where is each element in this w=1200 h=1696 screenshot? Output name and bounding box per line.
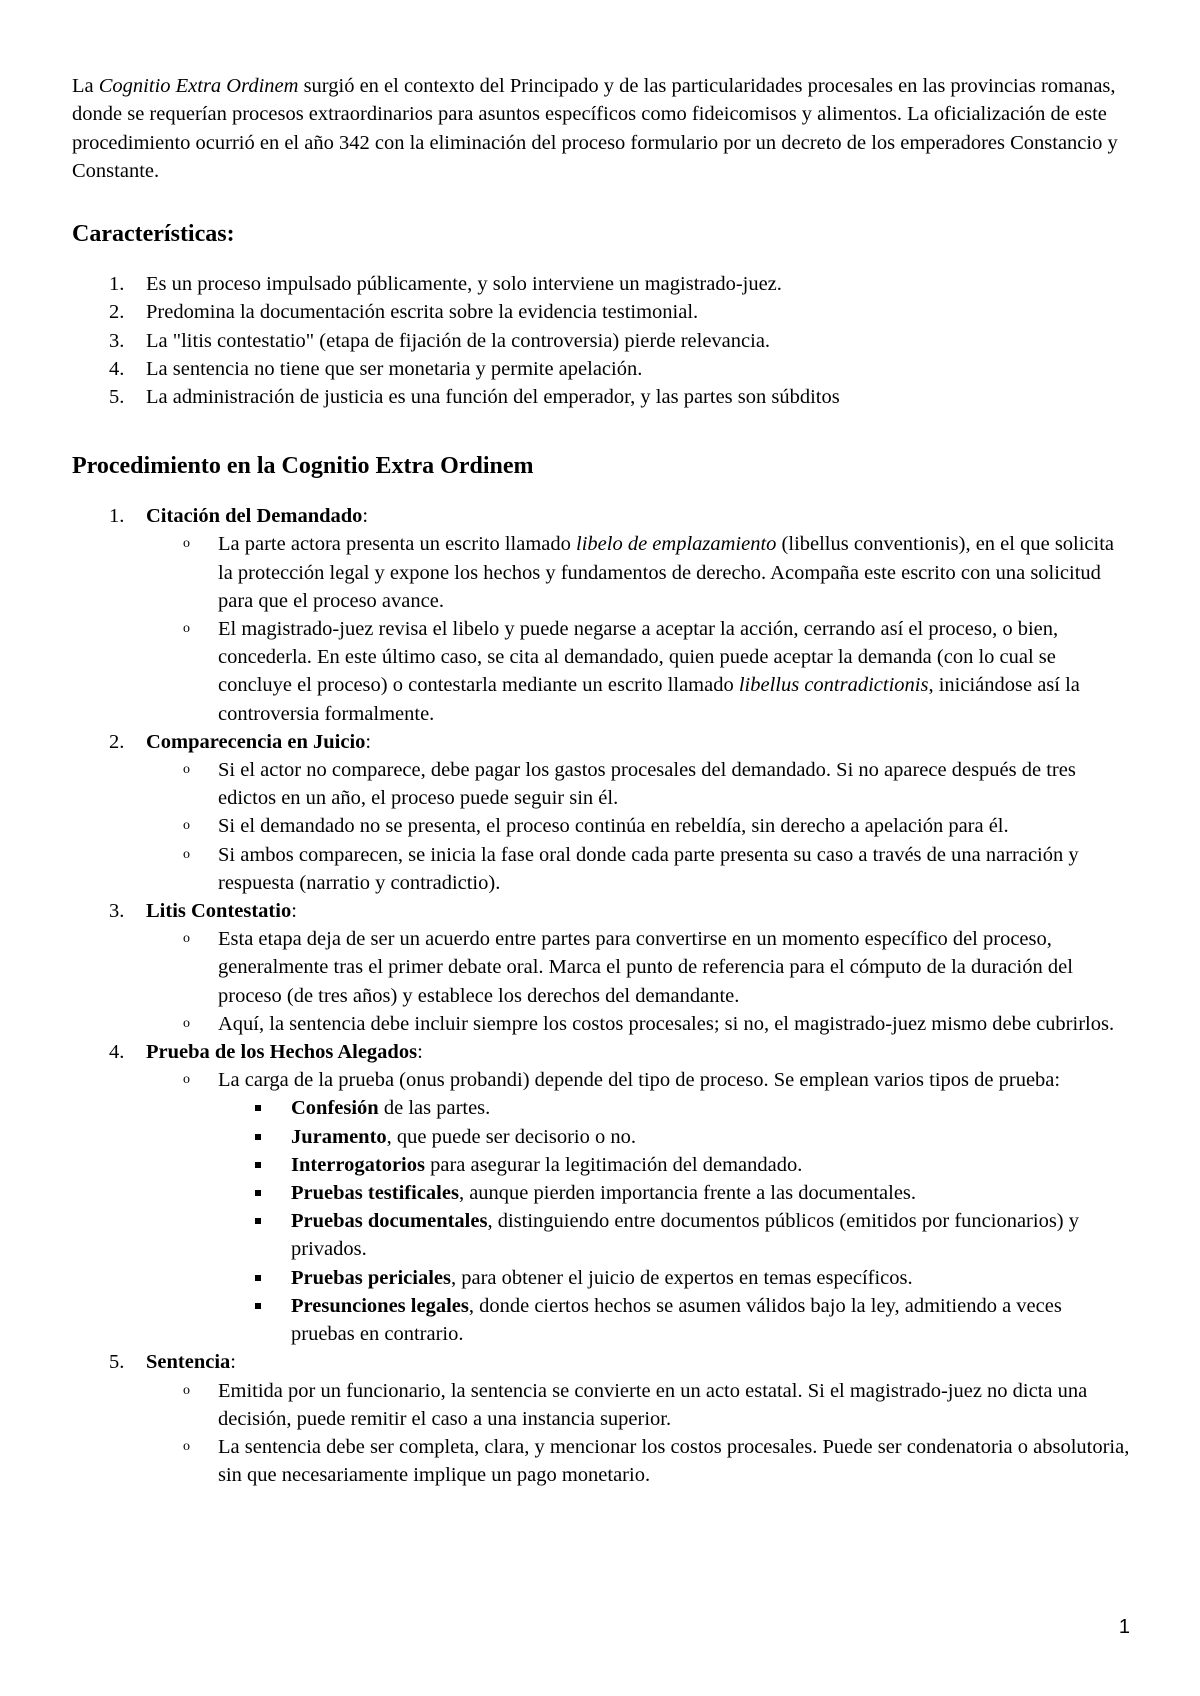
bullet-icon: o: [183, 1072, 190, 1088]
square-bullet-icon: [255, 1134, 261, 1140]
bullet-item: o La parte actora presenta un escrito llamado libelo de emplazamiento (libellus conventionis), en el que solicita la protección legal y expone los hechos y fundamentos de derecho. Acompaña este escrito con una solicitud para que el proceso avance.: [145, 530, 1130, 615]
subbullet-item: Pruebas periciales, para obtener el juicio de expertos en temas específicos.: [218, 1264, 1130, 1292]
square-bullet-icon: [255, 1275, 261, 1281]
heading-procedimiento: Procedimiento en la Cognitio Extra Ordinem: [72, 453, 534, 480]
bullet-item: o Si el demandado no se presenta, el proceso continúa en rebeldía, sin derecho a apelación para él.: [145, 812, 1130, 840]
list-item: 1. Es un proceso impulsado públicamente, y solo interviene un magistrado-juez.: [109, 273, 782, 296]
bullet-list: [146, 530, 1130, 727]
list-item: 5. La administración de justicia es una función del emperador, y las partes son súbditos: [109, 386, 840, 408]
bullet-icon: o: [183, 846, 190, 862]
bullet-icon: o: [183, 1015, 190, 1031]
subbullet-item: Confesión de las partes.: [218, 1094, 1130, 1122]
bullet-list: [146, 756, 1130, 897]
heading-caracteristicas: Características:: [72, 221, 235, 248]
procedimiento-list: [72, 502, 1130, 1489]
intro-paragraph: [72, 72, 1130, 185]
caracteristicas-list: [72, 270, 1130, 411]
bullet-icon: o: [183, 1382, 190, 1398]
subbullet-item: Pruebas documentales, distinguiendo entre documentos públicos (emitidos por funcionarios) y privados.: [218, 1207, 1130, 1263]
subbullet-item: Presunciones legales, donde ciertos hechos se asumen válidos bajo la ley, admitiendo a veces pruebas en contrario.: [218, 1292, 1130, 1348]
document-page: [72, 72, 1130, 1489]
list-item: 2. Predomina la documentación escrita sobre la evidencia testimonial.: [109, 301, 699, 324]
section-title: Prueba de los Hechos Alegados: [146, 1041, 418, 1064]
section-title: Litis Contestatio: [146, 900, 292, 923]
bullet-list: [146, 1066, 1130, 1348]
list-item: 3. La "litis contestatio" (etapa de fijación de la controversia) pierde relevancia.: [109, 329, 771, 352]
square-bullet-icon: [255, 1190, 261, 1196]
bullet-list: [146, 1377, 1130, 1490]
section-title: Sentencia: [146, 1351, 231, 1374]
subbullet-item: Interrogatorios para asegurar la legitimación del demandado.: [218, 1151, 1130, 1179]
square-bullet-icon: [255, 1105, 261, 1111]
list-item: 4. La sentencia no tiene que ser monetaria y permite apelación.: [109, 357, 643, 380]
square-bullet-icon: [255, 1303, 261, 1309]
section-prueba: 4. Prueba de los Hechos Alegados: o La carga de la prueba (onus probandi) depende del tipo de proceso. Se emplean varios tipos de prueba: Confesión de las partes. Juramento, que puede ser decisorio o no. Interrogatorios para asegurar la legitimación del demandado. Pruebas testificales, aunque pierden importancia frente a las documentales. Pruebas documentales, distinguiendo entre documentos públicos (emitidos por funcionarios) y privados. Pruebas periciales, para obtener el juicio de expertos en temas específicos. Presunciones legales, donde ciertos hechos se asumen válidos bajo la ley, admitiendo a veces pruebas en contrario.: [72, 1038, 1130, 1348]
section-title: Comparecencia en Juicio: [146, 730, 366, 753]
bullet-icon: o: [183, 536, 190, 552]
intro-term-italic: Cognitio Extra Ordinem: [98, 75, 299, 97]
intro-text-1: La: [72, 75, 99, 97]
bullet-item: o Emitida por un funcionario, la sentencia se convierte en un acto estatal. Si el magistrado-juez no dicta una decisión, puede remitir el caso a una instancia superior.: [145, 1377, 1130, 1433]
section-litis-contestatio: 3. Litis Contestatio: o Esta etapa deja de ser un acuerdo entre partes para convertirse en un momento específico del proceso, generalmente tras el primer debate oral. Marca el punto de referencia para el cómputo de la duración del proceso (de tres años) y establece los derechos del demandante. o Aquí, la sentencia debe incluir siempre los costos procesales; si no, el magistrado-juez mismo debe cubrirlos.: [72, 897, 1130, 1038]
page-number: 1: [1118, 1616, 1130, 1638]
bullet-icon: o: [183, 818, 190, 834]
bullet-item: o La sentencia debe ser completa, clara, y mencionar los costos procesales. Puede ser condenatoria o absolutoria, sin que necesariamente implique un pago monetario.: [145, 1433, 1130, 1489]
bullet-icon: o: [183, 931, 190, 947]
bullet-item: o El magistrado-juez revisa el libelo y puede negarse a aceptar la acción, cerrando así el proceso, o bien, concederla. En este último caso, se cita al demandado, quien puede aceptar la demanda (con lo cual se concluye el proceso) o contestarla mediante un escrito llamado libellus contradictionis, iniciándose así la controversia formalmente.: [145, 615, 1130, 728]
bullet-icon: o: [183, 1438, 190, 1454]
bullet-item: o Si el actor no comparece, debe pagar los gastos procesales del demandado. Si no aparece después de tres edictos en un año, el proceso puede seguir sin él.: [145, 756, 1130, 812]
square-bullet-icon: [255, 1162, 261, 1168]
subbullet-item: Pruebas testificales, aunque pierden importancia frente a las documentales.: [218, 1179, 1130, 1207]
subbullet-list: [218, 1094, 1130, 1348]
bullet-item: o Aquí, la sentencia debe incluir siempre los costos procesales; si no, el magistrado-juez mismo debe cubrirlos.: [145, 1010, 1130, 1038]
intro-text-2: surgió en el contexto del Principado y de las particularidades procesales en las provincias romanas, donde se requerían procesos extraordinarios para asuntos específicos como fideicomisos y alimentos. La oficialización de este procedimiento ocurrió en el año 342 con la eliminación del proceso formulario por un decreto de los emperadores Constancio y Constante.: [72, 75, 1118, 182]
bullet-list: [146, 925, 1130, 1038]
section-citacion: 1. Citación del Demandado: o La parte actora presenta un escrito llamado libelo de emplazamiento (libellus conventionis), en el que solicita la protección legal y expone los hechos y fundamentos de derecho. Acompaña este escrito con una solicitud para que el proceso avance. o El magistrado-juez revisa el libelo y puede negarse a aceptar la acción, cerrando así el proceso, o bien, concederla. En este último caso, se cita al demandado, quien puede aceptar la demanda (con lo cual se concluye el proceso) o contestarla mediante un escrito llamado libellus contradictionis, iniciándose así la controversia formalmente.: [72, 502, 1130, 728]
bullet-item: o Si ambos comparecen, se inicia la fase oral donde cada parte presenta su caso a través de una narración y respuesta (narratio y contradictio).: [145, 841, 1130, 897]
section-title: Citación del Demandado: [146, 505, 363, 528]
bullet-item: o La carga de la prueba (onus probandi) depende del tipo de proceso. Se emplean varios tipos de prueba: Confesión de las partes. Juramento, que puede ser decisorio o no. Interrogatorios para asegurar la legitimación del demandado. Pruebas testificales, aunque pierden importancia frente a las documentales. Pruebas documentales, distinguiendo entre documentos públicos (emitidos por funcionarios) y privados. Pruebas periciales, para obtener el juicio de expertos en temas específicos. Presunciones legales, donde ciertos hechos se asumen válidos bajo la ley, admitiendo a veces pruebas en contrario.: [145, 1066, 1130, 1348]
bullet-item: o Esta etapa deja de ser un acuerdo entre partes para convertirse en un momento específico del proceso, generalmente tras el primer debate oral. Marca el punto de referencia para el cómputo de la duración del proceso (de tres años) y establece los derechos del demandante.: [145, 925, 1130, 1010]
section-comparecencia: 2. Comparecencia en Juicio: o Si el actor no comparece, debe pagar los gastos procesales del demandado. Si no aparece después de tres edictos en un año, el proceso puede seguir sin él. o Si el demandado no se presenta, el proceso continúa en rebeldía, sin derecho a apelación para él. o Si ambos comparecen, se inicia la fase oral donde cada parte presenta su caso a través de una narración y respuesta (narratio y contradictio).: [72, 728, 1130, 897]
bullet-icon: o: [183, 621, 190, 637]
bullet-icon: o: [183, 762, 190, 778]
square-bullet-icon: [255, 1218, 261, 1224]
subbullet-item: Juramento, que puede ser decisorio o no.: [218, 1123, 1130, 1151]
section-sentencia: 5. Sentencia: o Emitida por un funcionario, la sentencia se convierte en un acto estatal. Si el magistrado-juez no dicta una decisión, puede remitir el caso a una instancia superior. o La sentencia debe ser completa, clara, y mencionar los costos procesales. Puede ser condenatoria o absolutoria, sin que necesariamente implique un pago monetario.: [72, 1348, 1130, 1489]
